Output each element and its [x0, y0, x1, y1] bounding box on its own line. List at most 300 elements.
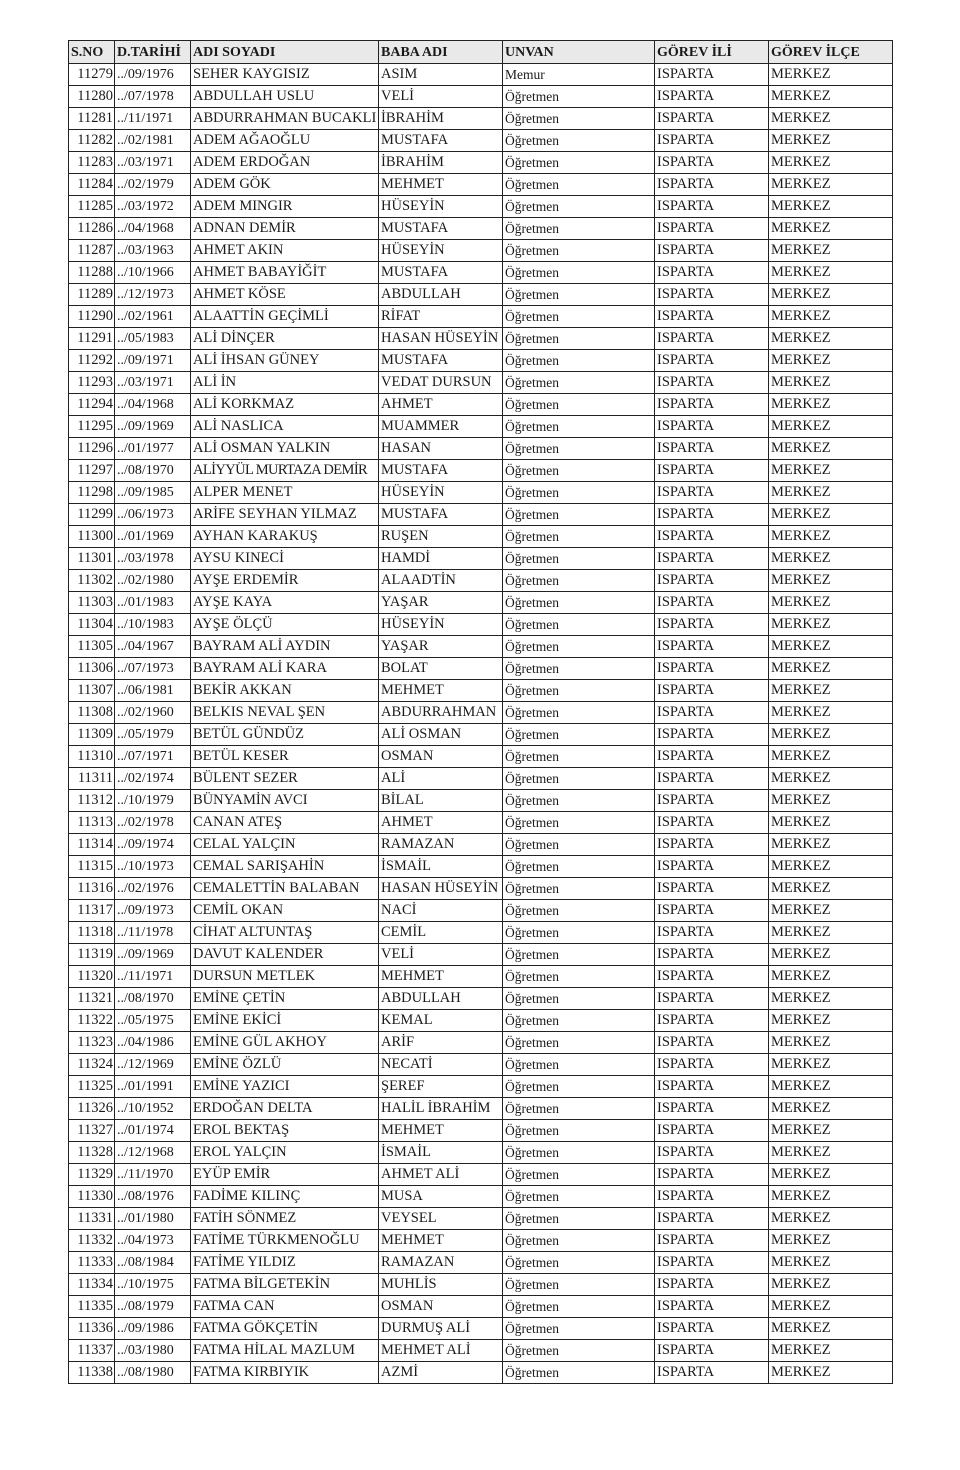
cell-birth-date: ../08/1979	[115, 1296, 191, 1318]
cell-father-name: MEHMET	[379, 1230, 503, 1252]
cell-father-name: HASAN	[379, 438, 503, 460]
cell-full-name: SEHER KAYGISIZ	[191, 64, 379, 86]
table-row	[69, 416, 893, 438]
cell-father-name: ASIM	[379, 64, 503, 86]
cell-sno: 11316	[69, 878, 115, 900]
cell-sno: 11332	[69, 1230, 115, 1252]
cell-birth-date: ../09/1985	[115, 482, 191, 504]
cell-full-name: FATİME TÜRKMENOĞLU	[191, 1230, 379, 1252]
table-row	[69, 1362, 893, 1384]
cell-sno: 11333	[69, 1252, 115, 1274]
table-row	[69, 922, 893, 944]
cell-birth-date: ../08/1970	[115, 460, 191, 482]
cell-duty-province: ISPARTA	[655, 856, 769, 878]
cell-sno: 11280	[69, 86, 115, 108]
cell-title: Öğretmen	[503, 1318, 655, 1340]
cell-duty-province: ISPARTA	[655, 86, 769, 108]
cell-title: Öğretmen	[503, 966, 655, 988]
cell-duty-district: MERKEZ	[769, 416, 893, 438]
cell-duty-district: MERKEZ	[769, 966, 893, 988]
table-row	[69, 64, 893, 86]
cell-full-name: EMİNE EKİCİ	[191, 1010, 379, 1032]
cell-sno: 11336	[69, 1318, 115, 1340]
cell-father-name: RİFAT	[379, 306, 503, 328]
cell-full-name: ALİ DİNÇER	[191, 328, 379, 350]
cell-title: Öğretmen	[503, 196, 655, 218]
cell-title: Öğretmen	[503, 768, 655, 790]
cell-duty-district: MERKEZ	[769, 438, 893, 460]
cell-father-name: MEHMET	[379, 1120, 503, 1142]
cell-father-name: AZMİ	[379, 1362, 503, 1384]
cell-full-name: BÜLENT SEZER	[191, 768, 379, 790]
cell-full-name: FATMA CAN	[191, 1296, 379, 1318]
cell-father-name: MUSTAFA	[379, 262, 503, 284]
cell-duty-province: ISPARTA	[655, 372, 769, 394]
cell-sno: 11293	[69, 372, 115, 394]
header-title: UNVAN	[503, 41, 655, 64]
header-row	[69, 41, 893, 64]
cell-title: Öğretmen	[503, 548, 655, 570]
cell-duty-province: ISPARTA	[655, 636, 769, 658]
cell-duty-province: ISPARTA	[655, 1054, 769, 1076]
cell-full-name: EMİNE YAZICI	[191, 1076, 379, 1098]
cell-title: Öğretmen	[503, 724, 655, 746]
cell-duty-district: MERKEZ	[769, 878, 893, 900]
cell-full-name: BAYRAM ALİ KARA	[191, 658, 379, 680]
cell-birth-date: ../01/1974	[115, 1120, 191, 1142]
cell-full-name: EROL BEKTAŞ	[191, 1120, 379, 1142]
cell-sno: 11297	[69, 460, 115, 482]
cell-duty-province: ISPARTA	[655, 526, 769, 548]
cell-birth-date: ../09/1969	[115, 944, 191, 966]
cell-full-name: ALAATTİN GEÇİMLİ	[191, 306, 379, 328]
table-row	[69, 86, 893, 108]
cell-title: Öğretmen	[503, 900, 655, 922]
cell-birth-date: ../10/1983	[115, 614, 191, 636]
cell-full-name: ALİ KORKMAZ	[191, 394, 379, 416]
table-row	[69, 900, 893, 922]
cell-duty-province: ISPARTA	[655, 152, 769, 174]
cell-duty-district: MERKEZ	[769, 988, 893, 1010]
cell-full-name: ALİ NASLICA	[191, 416, 379, 438]
cell-sno: 11320	[69, 966, 115, 988]
cell-sno: 11279	[69, 64, 115, 86]
cell-father-name: RAMAZAN	[379, 834, 503, 856]
cell-duty-district: MERKEZ	[769, 548, 893, 570]
cell-duty-province: ISPARTA	[655, 548, 769, 570]
cell-duty-province: ISPARTA	[655, 1362, 769, 1384]
cell-sno: 11302	[69, 570, 115, 592]
table-row	[69, 1010, 893, 1032]
cell-title: Öğretmen	[503, 108, 655, 130]
table-row	[69, 1318, 893, 1340]
cell-birth-date: ../11/1971	[115, 108, 191, 130]
cell-sno: 11327	[69, 1120, 115, 1142]
cell-full-name: BEKİR AKKAN	[191, 680, 379, 702]
cell-birth-date: ../12/1969	[115, 1054, 191, 1076]
cell-sno: 11323	[69, 1032, 115, 1054]
table-row	[69, 196, 893, 218]
cell-father-name: ALİ	[379, 768, 503, 790]
table-row	[69, 438, 893, 460]
cell-duty-province: ISPARTA	[655, 614, 769, 636]
table-row	[69, 548, 893, 570]
cell-sno: 11304	[69, 614, 115, 636]
cell-sno: 11325	[69, 1076, 115, 1098]
cell-father-name: CEMİL	[379, 922, 503, 944]
cell-title: Öğretmen	[503, 1296, 655, 1318]
header-duty-province: GÖREV İLİ	[655, 41, 769, 64]
cell-birth-date: ../09/1973	[115, 900, 191, 922]
cell-duty-district: MERKEZ	[769, 702, 893, 724]
cell-duty-district: MERKEZ	[769, 504, 893, 526]
cell-father-name: MUSA	[379, 1186, 503, 1208]
cell-birth-date: ../04/1968	[115, 394, 191, 416]
cell-sno: 11288	[69, 262, 115, 284]
cell-duty-district: MERKEZ	[769, 658, 893, 680]
cell-duty-province: ISPARTA	[655, 394, 769, 416]
cell-birth-date: ../05/1983	[115, 328, 191, 350]
cell-father-name: MUHLİS	[379, 1274, 503, 1296]
cell-full-name: ARİFE SEYHAN YILMAZ	[191, 504, 379, 526]
cell-sno: 11334	[69, 1274, 115, 1296]
cell-full-name: ABDULLAH USLU	[191, 86, 379, 108]
cell-sno: 11328	[69, 1142, 115, 1164]
cell-sno: 11303	[69, 592, 115, 614]
cell-duty-district: MERKEZ	[769, 328, 893, 350]
cell-duty-province: ISPARTA	[655, 834, 769, 856]
cell-birth-date: ../02/1960	[115, 702, 191, 724]
cell-full-name: AHMET BABAYİĞİT	[191, 262, 379, 284]
cell-duty-province: ISPARTA	[655, 592, 769, 614]
cell-father-name: HASAN HÜSEYİN	[379, 328, 503, 350]
cell-birth-date: ../08/1984	[115, 1252, 191, 1274]
table-row	[69, 108, 893, 130]
cell-title: Öğretmen	[503, 372, 655, 394]
cell-birth-date: ../05/1979	[115, 724, 191, 746]
cell-title: Öğretmen	[503, 1186, 655, 1208]
cell-duty-district: MERKEZ	[769, 1164, 893, 1186]
cell-father-name: AHMET	[379, 394, 503, 416]
cell-sno: 11306	[69, 658, 115, 680]
cell-title: Öğretmen	[503, 526, 655, 548]
table-row	[69, 768, 893, 790]
cell-full-name: ADEM GÖK	[191, 174, 379, 196]
cell-birth-date: ../02/1961	[115, 306, 191, 328]
cell-duty-province: ISPARTA	[655, 680, 769, 702]
cell-title: Öğretmen	[503, 306, 655, 328]
cell-birth-date: ../10/1952	[115, 1098, 191, 1120]
cell-duty-province: ISPARTA	[655, 350, 769, 372]
cell-duty-province: ISPARTA	[655, 878, 769, 900]
table-row	[69, 1208, 893, 1230]
cell-duty-province: ISPARTA	[655, 64, 769, 86]
cell-father-name: İBRAHİM	[379, 152, 503, 174]
cell-birth-date: ../04/1986	[115, 1032, 191, 1054]
cell-duty-district: MERKEZ	[769, 1186, 893, 1208]
cell-duty-province: ISPARTA	[655, 174, 769, 196]
cell-duty-district: MERKEZ	[769, 856, 893, 878]
cell-father-name: ALİ OSMAN	[379, 724, 503, 746]
cell-father-name: ABDULLAH	[379, 284, 503, 306]
cell-duty-province: ISPARTA	[655, 1230, 769, 1252]
cell-duty-province: ISPARTA	[655, 724, 769, 746]
cell-sno: 11294	[69, 394, 115, 416]
cell-father-name: MUSTAFA	[379, 130, 503, 152]
cell-birth-date: ../06/1973	[115, 504, 191, 526]
cell-duty-district: MERKEZ	[769, 1098, 893, 1120]
cell-father-name: BİLAL	[379, 790, 503, 812]
cell-birth-date: ../04/1968	[115, 218, 191, 240]
cell-duty-district: MERKEZ	[769, 592, 893, 614]
cell-duty-district: MERKEZ	[769, 64, 893, 86]
cell-full-name: AYŞE KAYA	[191, 592, 379, 614]
cell-duty-district: MERKEZ	[769, 1340, 893, 1362]
cell-father-name: KEMAL	[379, 1010, 503, 1032]
cell-full-name: ADEM ERDOĞAN	[191, 152, 379, 174]
cell-duty-province: ISPARTA	[655, 1318, 769, 1340]
cell-father-name: YAŞAR	[379, 592, 503, 614]
cell-sno: 11283	[69, 152, 115, 174]
cell-duty-district: MERKEZ	[769, 196, 893, 218]
table-row	[69, 152, 893, 174]
cell-full-name: FATMA HİLAL MAZLUM	[191, 1340, 379, 1362]
cell-duty-district: MERKEZ	[769, 174, 893, 196]
cell-father-name: NECATİ	[379, 1054, 503, 1076]
table-row	[69, 350, 893, 372]
cell-duty-district: MERKEZ	[769, 900, 893, 922]
cell-father-name: RUŞEN	[379, 526, 503, 548]
cell-duty-district: MERKEZ	[769, 284, 893, 306]
cell-birth-date: ../01/1977	[115, 438, 191, 460]
cell-title: Öğretmen	[503, 614, 655, 636]
table-row	[69, 944, 893, 966]
cell-duty-district: MERKEZ	[769, 1120, 893, 1142]
cell-title: Öğretmen	[503, 812, 655, 834]
cell-full-name: AHMET AKIN	[191, 240, 379, 262]
cell-full-name: BAYRAM ALİ AYDIN	[191, 636, 379, 658]
cell-sno: 11308	[69, 702, 115, 724]
cell-father-name: OSMAN	[379, 1296, 503, 1318]
cell-father-name: ABDURRAHMAN	[379, 702, 503, 724]
cell-duty-province: ISPARTA	[655, 108, 769, 130]
cell-title: Öğretmen	[503, 1340, 655, 1362]
cell-duty-province: ISPARTA	[655, 966, 769, 988]
table-row	[69, 262, 893, 284]
cell-duty-province: ISPARTA	[655, 944, 769, 966]
cell-duty-district: MERKEZ	[769, 834, 893, 856]
cell-title: Öğretmen	[503, 438, 655, 460]
cell-duty-province: ISPARTA	[655, 1164, 769, 1186]
table-row	[69, 1230, 893, 1252]
cell-title: Memur	[503, 64, 655, 86]
cell-title: Öğretmen	[503, 592, 655, 614]
cell-father-name: BOLAT	[379, 658, 503, 680]
cell-sno: 11314	[69, 834, 115, 856]
cell-duty-province: ISPARTA	[655, 922, 769, 944]
table-row	[69, 658, 893, 680]
table-row	[69, 460, 893, 482]
cell-birth-date: ../02/1974	[115, 768, 191, 790]
cell-duty-district: MERKEZ	[769, 1010, 893, 1032]
cell-sno: 11317	[69, 900, 115, 922]
cell-birth-date: ../10/1975	[115, 1274, 191, 1296]
cell-full-name: BELKIS NEVAL ŞEN	[191, 702, 379, 724]
table-row	[69, 856, 893, 878]
cell-title: Öğretmen	[503, 394, 655, 416]
cell-full-name: EMİNE ÇETİN	[191, 988, 379, 1010]
cell-sno: 11337	[69, 1340, 115, 1362]
cell-duty-district: MERKEZ	[769, 152, 893, 174]
table-row	[69, 878, 893, 900]
cell-title: Öğretmen	[503, 350, 655, 372]
cell-birth-date: ../03/1978	[115, 548, 191, 570]
cell-duty-province: ISPARTA	[655, 900, 769, 922]
cell-father-name: HASAN HÜSEYİN	[379, 878, 503, 900]
table-row	[69, 372, 893, 394]
cell-full-name: ALİ İN	[191, 372, 379, 394]
cell-duty-province: ISPARTA	[655, 1142, 769, 1164]
cell-duty-province: ISPARTA	[655, 1274, 769, 1296]
table-row	[69, 614, 893, 636]
cell-full-name: EYÜP EMİR	[191, 1164, 379, 1186]
cell-duty-district: MERKEZ	[769, 768, 893, 790]
cell-title: Öğretmen	[503, 240, 655, 262]
cell-duty-district: MERKEZ	[769, 350, 893, 372]
cell-title: Öğretmen	[503, 988, 655, 1010]
table-row	[69, 1164, 893, 1186]
cell-birth-date: ../10/1979	[115, 790, 191, 812]
cell-birth-date: ../02/1981	[115, 130, 191, 152]
cell-duty-province: ISPARTA	[655, 328, 769, 350]
cell-duty-district: MERKEZ	[769, 482, 893, 504]
table-row	[69, 240, 893, 262]
table-row	[69, 1054, 893, 1076]
cell-duty-district: MERKEZ	[769, 570, 893, 592]
cell-sno: 11298	[69, 482, 115, 504]
header-sno: S.NO	[69, 41, 115, 64]
cell-duty-province: ISPARTA	[655, 504, 769, 526]
cell-sno: 11335	[69, 1296, 115, 1318]
cell-sno: 11282	[69, 130, 115, 152]
cell-sno: 11310	[69, 746, 115, 768]
table-row	[69, 1076, 893, 1098]
cell-birth-date: ../10/1973	[115, 856, 191, 878]
cell-sno: 11287	[69, 240, 115, 262]
cell-duty-province: ISPARTA	[655, 1252, 769, 1274]
cell-duty-district: MERKEZ	[769, 1032, 893, 1054]
cell-duty-province: ISPARTA	[655, 218, 769, 240]
cell-title: Öğretmen	[503, 944, 655, 966]
header-full-name: ADI SOYADI	[191, 41, 379, 64]
cell-sno: 11307	[69, 680, 115, 702]
cell-duty-district: MERKEZ	[769, 394, 893, 416]
cell-father-name: YAŞAR	[379, 636, 503, 658]
cell-father-name: MEHMET	[379, 966, 503, 988]
cell-birth-date: ../12/1973	[115, 284, 191, 306]
cell-duty-district: MERKEZ	[769, 1208, 893, 1230]
table-row	[69, 218, 893, 240]
table-row	[69, 746, 893, 768]
cell-duty-district: MERKEZ	[769, 460, 893, 482]
cell-father-name: HÜSEYİN	[379, 196, 503, 218]
table-row	[69, 482, 893, 504]
table-row	[69, 130, 893, 152]
cell-title: Öğretmen	[503, 790, 655, 812]
table-row	[69, 724, 893, 746]
cell-full-name: EMİNE GÜL AKHOY	[191, 1032, 379, 1054]
cell-duty-province: ISPARTA	[655, 240, 769, 262]
cell-duty-province: ISPARTA	[655, 284, 769, 306]
cell-full-name: ALİ İHSAN GÜNEY	[191, 350, 379, 372]
cell-title: Öğretmen	[503, 570, 655, 592]
cell-full-name: ADEM AĞAOĞLU	[191, 130, 379, 152]
cell-title: Öğretmen	[503, 1098, 655, 1120]
cell-father-name: MUSTAFA	[379, 504, 503, 526]
cell-title: Öğretmen	[503, 1120, 655, 1142]
cell-sno: 11286	[69, 218, 115, 240]
cell-father-name: VEYSEL	[379, 1208, 503, 1230]
cell-duty-district: MERKEZ	[769, 1274, 893, 1296]
table-row	[69, 834, 893, 856]
cell-birth-date: ../01/1980	[115, 1208, 191, 1230]
table-body	[69, 64, 893, 1384]
cell-title: Öğretmen	[503, 86, 655, 108]
cell-duty-district: MERKEZ	[769, 944, 893, 966]
cell-sno: 11322	[69, 1010, 115, 1032]
cell-father-name: İSMAİL	[379, 856, 503, 878]
cell-sno: 11321	[69, 988, 115, 1010]
cell-title: Öğretmen	[503, 636, 655, 658]
cell-title: Öğretmen	[503, 702, 655, 724]
cell-title: Öğretmen	[503, 1054, 655, 1076]
cell-duty-district: MERKEZ	[769, 636, 893, 658]
cell-full-name: BETÜL GÜNDÜZ	[191, 724, 379, 746]
cell-duty-district: MERKEZ	[769, 262, 893, 284]
cell-full-name: AYŞE ÖLÇÜ	[191, 614, 379, 636]
cell-birth-date: ../08/1970	[115, 988, 191, 1010]
cell-full-name: ADNAN DEMİR	[191, 218, 379, 240]
cell-duty-district: MERKEZ	[769, 1252, 893, 1274]
cell-birth-date: ../09/1974	[115, 834, 191, 856]
cell-duty-province: ISPARTA	[655, 1120, 769, 1142]
cell-duty-province: ISPARTA	[655, 130, 769, 152]
cell-sno: 11301	[69, 548, 115, 570]
cell-father-name: ARİF	[379, 1032, 503, 1054]
cell-sno: 11311	[69, 768, 115, 790]
cell-birth-date: ../03/1963	[115, 240, 191, 262]
cell-father-name: MUSTAFA	[379, 218, 503, 240]
cell-father-name: VELİ	[379, 944, 503, 966]
cell-birth-date: ../12/1968	[115, 1142, 191, 1164]
cell-full-name: EROL YALÇIN	[191, 1142, 379, 1164]
cell-father-name: MUSTAFA	[379, 350, 503, 372]
table-row	[69, 636, 893, 658]
cell-duty-province: ISPARTA	[655, 460, 769, 482]
cell-sno: 11319	[69, 944, 115, 966]
cell-full-name: DAVUT KALENDER	[191, 944, 379, 966]
cell-full-name: AHMET KÖSE	[191, 284, 379, 306]
cell-sno: 11290	[69, 306, 115, 328]
cell-father-name: HALİL İBRAHİM	[379, 1098, 503, 1120]
cell-father-name: MEHMET ALİ	[379, 1340, 503, 1362]
cell-sno: 11291	[69, 328, 115, 350]
cell-duty-district: MERKEZ	[769, 306, 893, 328]
cell-duty-district: MERKEZ	[769, 526, 893, 548]
cell-title: Öğretmen	[503, 328, 655, 350]
cell-duty-district: MERKEZ	[769, 372, 893, 394]
cell-sno: 11296	[69, 438, 115, 460]
